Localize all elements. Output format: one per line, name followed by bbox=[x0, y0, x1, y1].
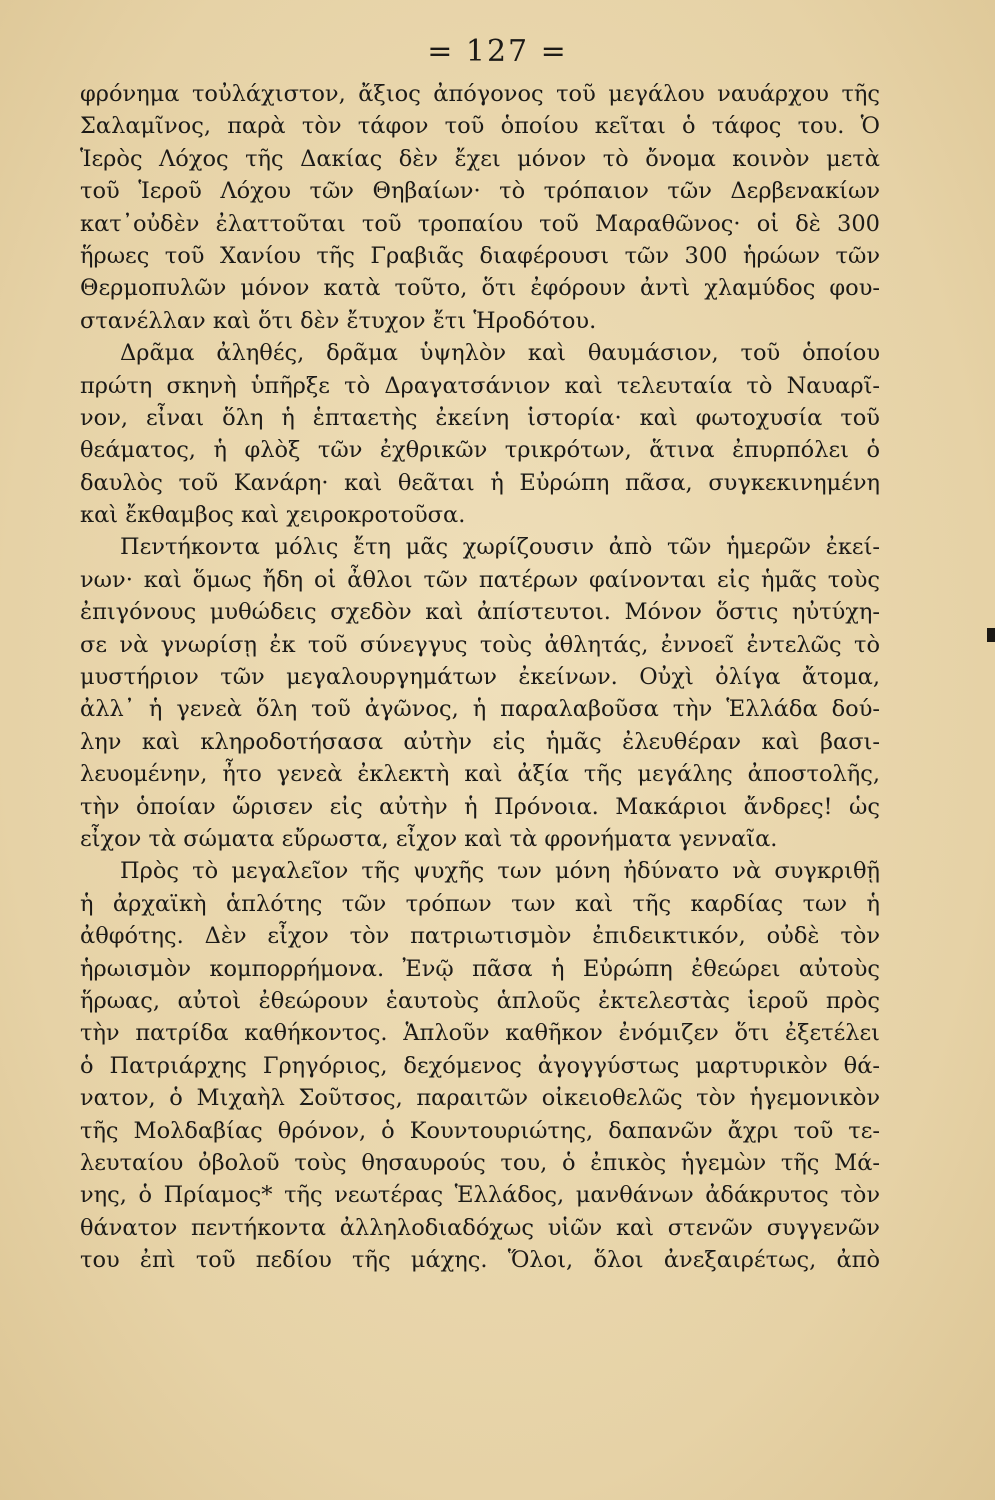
text-line: ὁ Πατριάρχης Γρηγόριος, δεχόμενος ἀγογγύστως μαρτυρικὸν θά- bbox=[80, 1052, 880, 1079]
text-line: σε νὰ γνωρίσῃ ἐκ τοῦ σύνεγγυς τοὺς ἀθλητάς, ἐννοεῖ ἐντελῶς τὸ bbox=[80, 631, 880, 658]
text-line: Σαλαμῖνος, παρὰ τὸν τάφον τοῦ ὁποίου κεῖται ὁ τάφος του. Ὁ bbox=[80, 113, 880, 140]
text-line: λευταίου ὀβολοῦ τοὺς θησαυρούς του, ὁ ἐπικὸς ἡγεμὼν τῆς Μά- bbox=[80, 1149, 880, 1176]
text-line: ἥρωες τοῦ Χανίου τῆς Γραβιᾶς διαφέρουσι τῶν 300 ἡρώων τῶν bbox=[80, 242, 880, 269]
text-line: τῆς Μολδαβίας θρόνον, ὁ Κουντουριώτης, δαπανῶν ἄχρι τοῦ τε- bbox=[80, 1117, 880, 1144]
text-line: ἡ ἀρχαϊκὴ ἁπλότης τῶν τρόπων των καὶ τῆς καρδίας των ἡ bbox=[80, 890, 880, 917]
text-line: εἶχον τὰ σώματα εὔρωστα, εἶχον καὶ τὰ φρονήματα γενναῖα. bbox=[80, 825, 778, 852]
text-line: ἥρωας, αὐτοὶ ἐθεώρουν ἑαυτοὺς ἁπλοῦς ἐκτελεστὰς ἱεροῦ πρὸς bbox=[80, 987, 880, 1014]
text-line: θάνατον πεντήκοντα ἀλληλοδιαδόχως υἱῶν καὶ στενῶν συγγενῶν bbox=[80, 1214, 880, 1241]
text-line: λευομένην, ἦτο γενεὰ ἐκλεκτὴ καὶ ἀξία τῆς μεγάλης ἀποστολῆς, bbox=[80, 761, 880, 788]
text-line: νων· καὶ ὅμως ἤδη οἱ ἆθλοι τῶν πατέρων φαίνονται εἰς ἡμᾶς τοὺς bbox=[80, 566, 880, 593]
text-line: μυστήριον τῶν μεγαλουργημάτων ἐκείνων. Οὐχὶ ὀλίγα ἄτομα, bbox=[80, 664, 880, 691]
text-line: νον, εἶναι ὅλη ἡ ἑπταετὴς ἐκείνη ἱστορία· καὶ φωτοχυσία τοῦ bbox=[80, 404, 880, 431]
text-line: Πεντήκοντα μόλις ἔτη μᾶς χωρίζουσιν ἀπὸ τῶν ἡμερῶν ἐκεί- bbox=[120, 534, 880, 561]
text-line: τὴν ὁποίαν ὥρισεν εἰς αὐτὴν ἡ Πρόνοια. Μακάριοι ἄνδρες! ὡς bbox=[80, 793, 880, 820]
text-line: Δρᾶμα ἀληθές, δρᾶμα ὑψηλὸν καὶ θαυμάσιον, τοῦ ὁποίου bbox=[120, 340, 880, 367]
text-line: πρώτη σκηνὴ ὑπῆρξε τὸ Δραγατσάνιον καὶ τελευταία τὸ Ναυαρῖ- bbox=[80, 372, 880, 399]
text-line: ἀλλ᾽ ἡ γενεὰ ὅλη τοῦ ἀγῶνος, ἡ παραλαβοῦσα τὴν Ἑλλάδα δού- bbox=[80, 696, 880, 723]
text-line: δαυλὸς τοῦ Κανάρη· καὶ θεᾶται ἡ Εὐρώπη πᾶσα, συγκεκινημένη bbox=[80, 469, 880, 496]
body-text bbox=[80, 78, 880, 1276]
text-line: τοῦ Ἱεροῦ Λόχου τῶν Θηβαίων· τὸ τρόπαιον τῶν Δερβενακίων bbox=[80, 178, 880, 205]
margin-mark bbox=[987, 628, 995, 642]
text-line: ἀθφότης. Δὲν εἶχον τὸν πατριωτισμὸν ἐπιδεικτικόν, οὐδὲ τὸν bbox=[80, 923, 880, 950]
text-line: στανέλλαν καὶ ὅτι δὲν ἔτυχον ἔτι Ἡροδότου. bbox=[80, 307, 597, 334]
text-line: νατον, ὁ Μιχαὴλ Σοῦτσος, παραιτῶν οἰκειοθελῶς τὸν ἡγεμονικὸν bbox=[80, 1085, 880, 1112]
page-number: = 127 = bbox=[427, 34, 568, 69]
text-line: λην καὶ κληροδοτήσασα αὐτὴν εἰς ἡμᾶς ἐλευθέραν καὶ βασι- bbox=[80, 728, 880, 755]
text-line: ἐπιγόνους μυθώδεις σχεδὸν καὶ ἀπίστευτοι. Μόνον ὅστις ηὐτύχη- bbox=[80, 599, 880, 626]
text-line: ἡρωισμὸν κομπορρήμονα. Ἐνῷ πᾶσα ἡ Εὐρώπη ἐθεώρει αὐτοὺς bbox=[80, 955, 880, 982]
text-line: νης, ὁ Πρίαμος* τῆς νεωτέρας Ἑλλάδος, μανθάνων ἀδάκρυτος τὸν bbox=[80, 1182, 880, 1209]
text-line: θεάματος, ἡ φλὸξ τῶν ἐχθρικῶν τρικρότων, ἅτινα ἐπυρπόλει ὁ bbox=[80, 437, 880, 464]
text-line: φρόνημα τοὐλάχιστον, ἄξιος ἀπόγονος τοῦ μεγάλου ναυάρχου τῆς bbox=[80, 81, 880, 107]
text-line: καὶ ἔκθαμβος καὶ χειροκροτοῦσα. bbox=[80, 502, 466, 529]
text-line: Θερμοπυλῶν μόνον κατὰ τοῦτο, ὅτι ἐφόρουν ἀντὶ χλαμύδος φου- bbox=[80, 275, 880, 302]
text-line: τὴν πατρίδα καθήκοντος. Ἁπλοῦν καθῆκον ἐνόμιζεν ὅτι ἐξετέλει bbox=[80, 1020, 880, 1047]
text-line: Ἱερὸς Λόχος τῆς Δακίας δὲν ἔχει μόνον τὸ ὄνομα κοινὸν μετὰ bbox=[80, 145, 880, 172]
text-line: κατ᾽οὐδὲν ἐλαττοῦται τοῦ τροπαίου τοῦ Μαραθῶνος· οἱ δὲ 300 bbox=[80, 210, 880, 237]
text-line: Πρὸς τὸ μεγαλεῖον τῆς ψυχῆς των μόνη ἠδύνατο νὰ συγκριθῇ bbox=[120, 858, 880, 885]
text-line: του ἐπὶ τοῦ πεδίου τῆς μάχης. Ὅλοι, ὅλοι ἀνεξαιρέτως, ἀπὸ bbox=[80, 1247, 880, 1274]
